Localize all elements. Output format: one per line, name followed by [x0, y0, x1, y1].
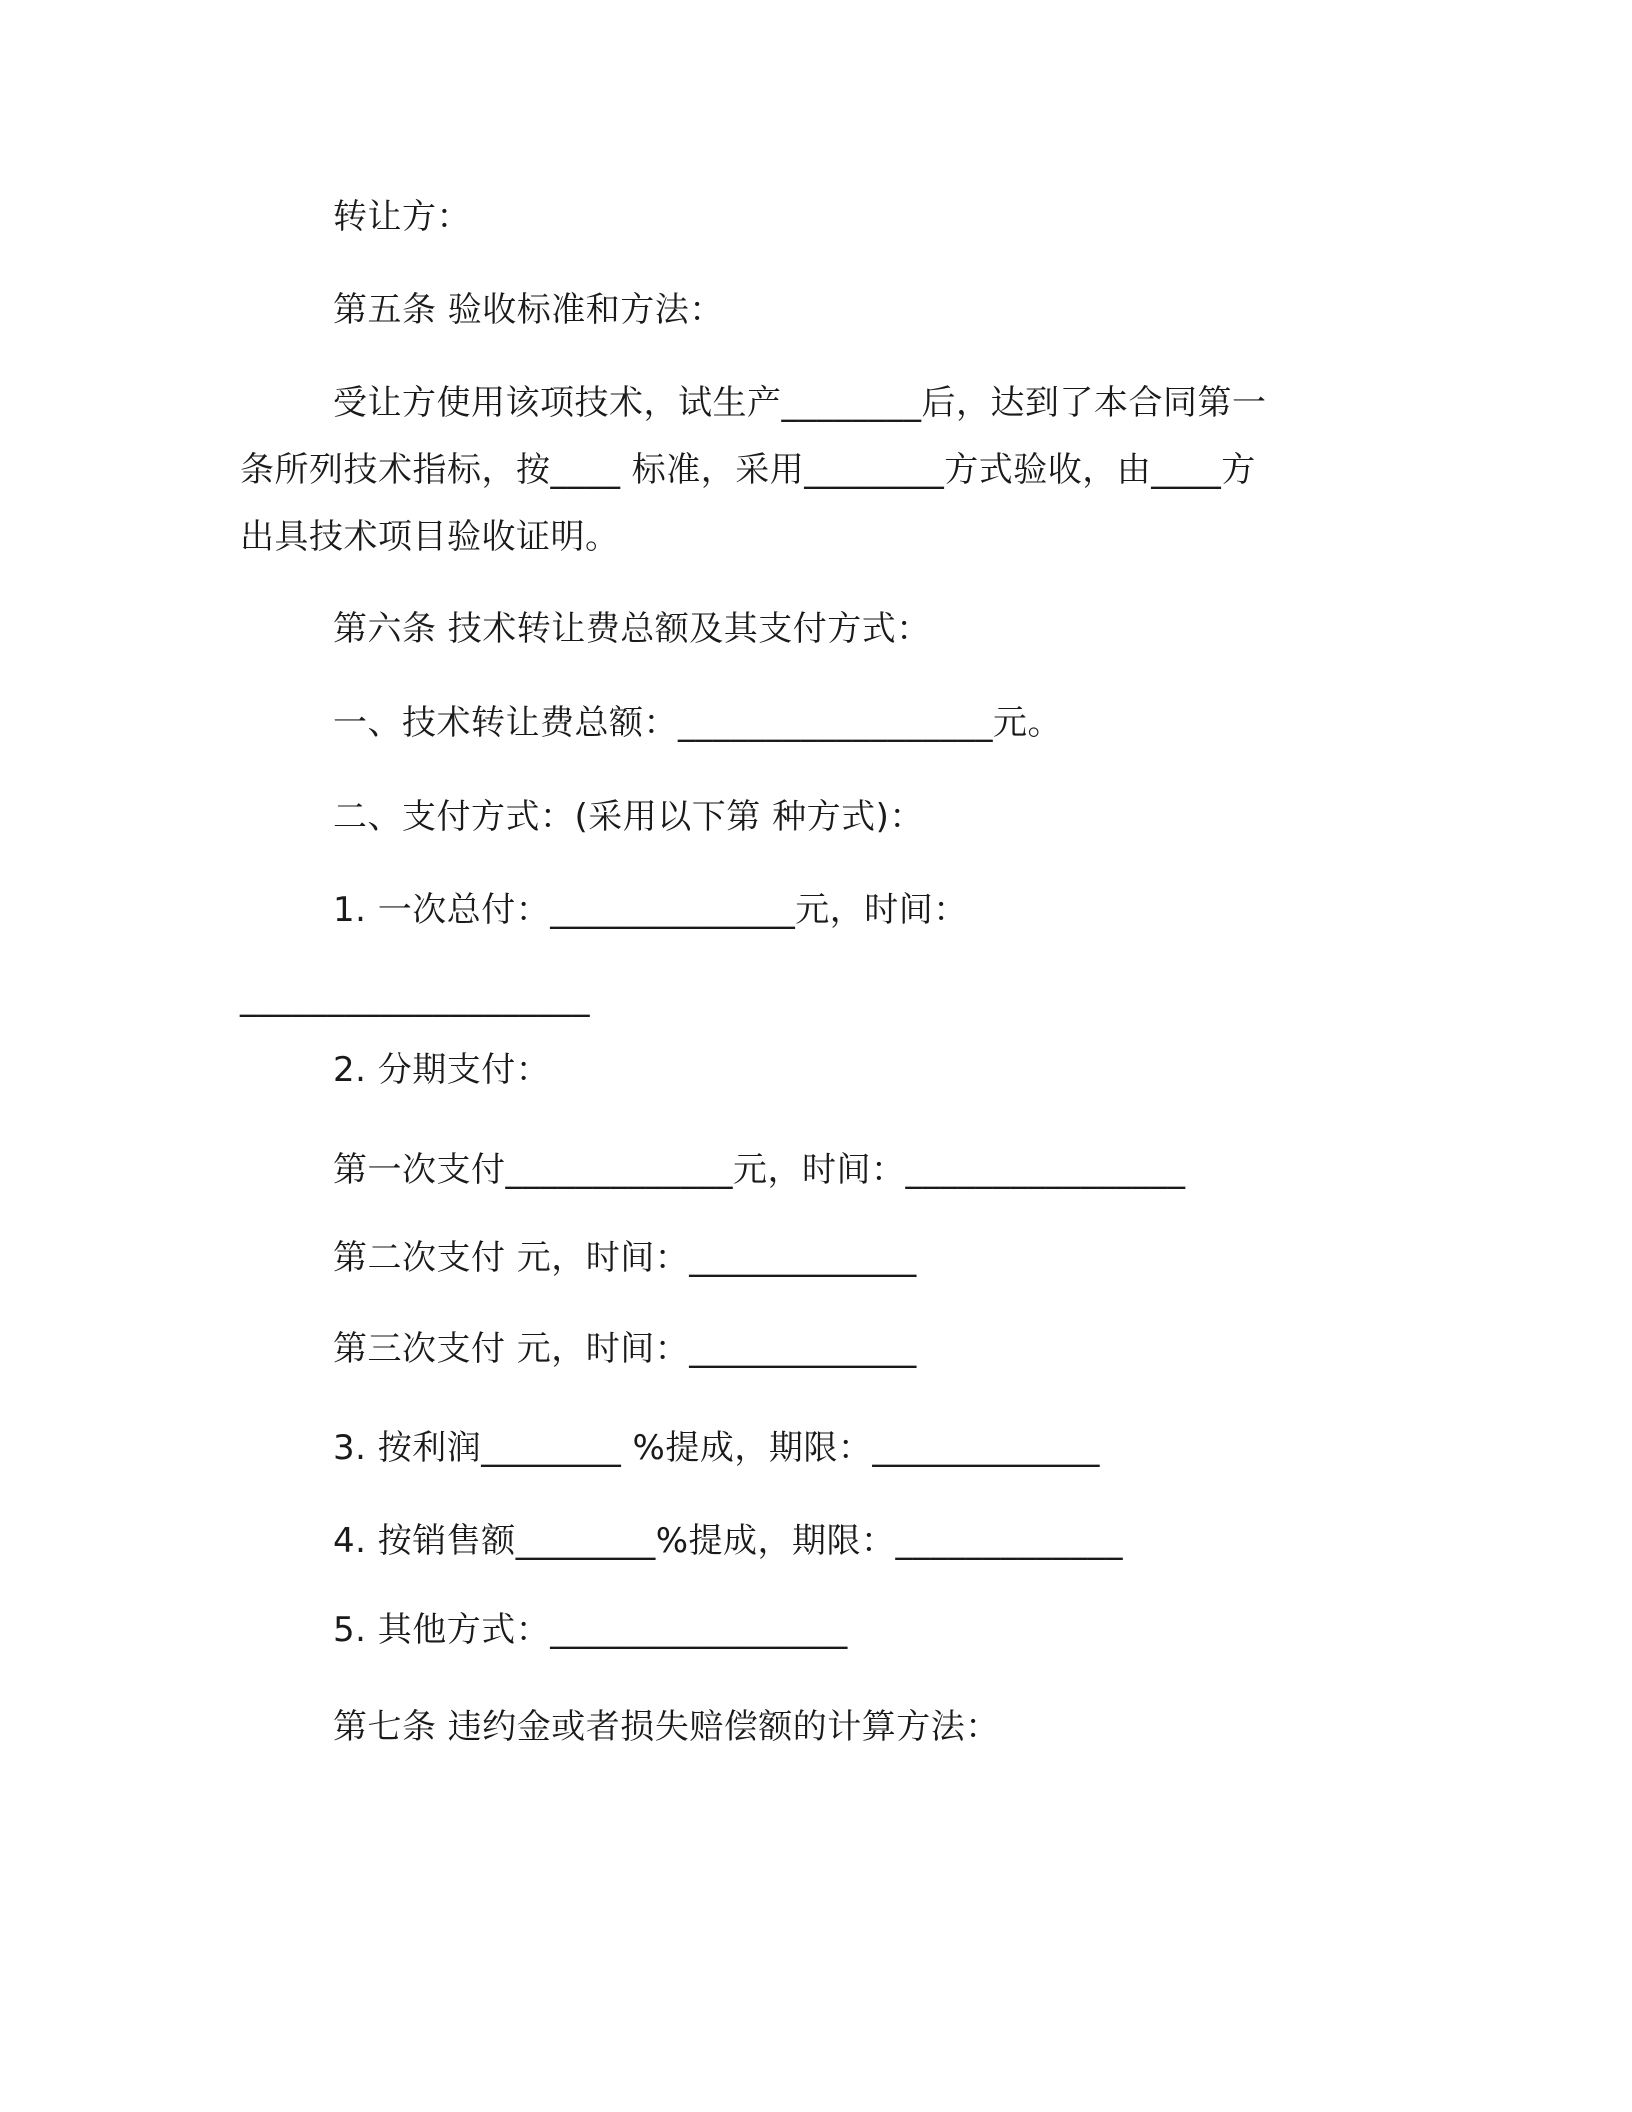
transferor-label: 转让方： [333, 197, 471, 237]
payment-method-line: 二、支付方式：(采用以下第 种方式)： [333, 797, 924, 837]
second-payment-line: 第二次支付 元，时间：_____________ [333, 1238, 917, 1278]
sales-share-line: 4. 按销售额________%提成，期限：_____________ [333, 1521, 1124, 1561]
lump-sum-time-blank: ____________________ [240, 978, 590, 1018]
other-method-line: 5. 其他方式：_________________ [333, 1610, 848, 1650]
first-payment-line: 第一次支付_____________元，时间：________________ [333, 1150, 1186, 1190]
profit-share-line: 3. 按利润________ %提成，期限：_____________ [333, 1428, 1100, 1468]
third-payment-line: 第三次支付 元，时间：_____________ [333, 1329, 917, 1369]
article-5-paragraph-line-3: 出具技术项目验收证明。 [240, 517, 620, 557]
article-5-heading: 第五条 验收标准和方法： [333, 290, 724, 330]
article-5-paragraph-line-1: 受让方使用该项技术，试生产________后，达到了本合同第一 [333, 383, 1267, 423]
article-5-paragraph-line-2: 条所列技术指标，按____ 标准，采用________方式验收，由____方 [240, 450, 1256, 490]
total-fee-line: 一、技术转让费总额：__________________元。 [333, 703, 1062, 743]
article-7-heading: 第七条 违约金或者损失赔偿额的计算方法： [333, 1707, 1000, 1747]
lump-sum-line: 1. 一次总付：______________元，时间： [333, 890, 968, 930]
installment-heading: 2. 分期支付： [333, 1050, 551, 1090]
article-6-heading: 第六条 技术转让费总额及其支付方式： [333, 609, 931, 649]
